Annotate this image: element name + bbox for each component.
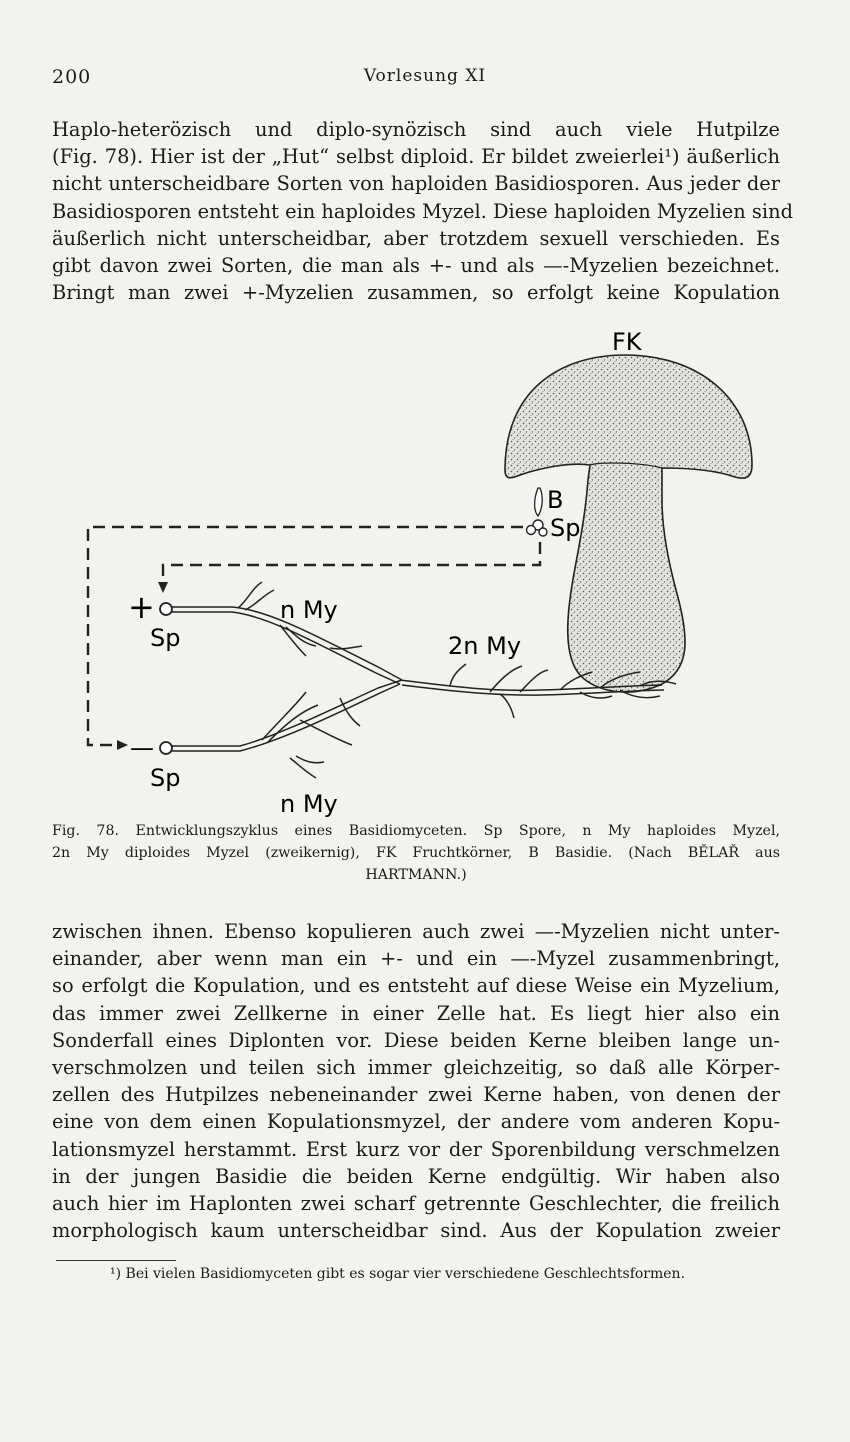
figure-78	[0, 320, 850, 820]
text-line: Sonderfall eines Diplonten vor. Diese beiden Kerne bleiben lange un-	[52, 1028, 780, 1052]
life-cycle-diagram	[0, 320, 850, 820]
text-line: in der jungen Basidie die beiden Kerne endgültig. Wir haben also	[52, 1164, 780, 1188]
text-line: eine von dem einen Kopulationsmyzel, der andere vom anderen Kopu-	[52, 1110, 780, 1134]
page-number: 200	[52, 66, 92, 88]
text-line: morphologisch kaum unterscheidbar sind. Aus der Kopulation zweier	[52, 1219, 780, 1243]
text-line: Haplo-heterözisch und diplo-synözisch sind auch viele Hutpilze	[52, 118, 780, 141]
label-plus: +	[128, 588, 155, 626]
caption-line: 2n My diploides Myzel (zweikernig), FK Fruchtkörner, B Basidie. (Nach BĚLAŘ aus	[52, 845, 780, 861]
text-line: gibt davon zwei Sorten, die man als +- und als —-Myzelien bezeichnet.	[52, 254, 780, 278]
arrow-head-icon	[117, 740, 128, 750]
text-line: nicht unterscheidbare Sorten von haploiden Basidiosporen. Aus jeder der	[52, 172, 780, 196]
label-basidium: B	[547, 486, 564, 514]
text-line: einander, aber wenn man ein +- und ein —-Myzel zusammenbringt,	[52, 947, 780, 971]
label-spore-minus: Sp	[150, 764, 181, 792]
label-fk: FK	[612, 328, 642, 356]
text-line: äußerlich nicht unterscheidbar, aber trotzdem sexuell verschieden. Es	[52, 226, 780, 250]
running-title: Vorlesung XI	[363, 66, 487, 86]
caption-line: HARTMANN.)	[365, 867, 467, 883]
text-line: Basidiosporen entsteht ein haploides Myzel. Diese haploiden Myzelien sind	[52, 199, 793, 223]
text-line: auch hier im Haplonten zwei scharf getrennte Geschlechter, die freilich	[52, 1192, 780, 1216]
text-line: Bringt man zwei +-Myzelien zusammen, so erfolgt keine Kopulation	[52, 281, 780, 305]
footnote: ¹) Bei vielen Basidiomyceten gibt es sogar vier verschiedene Geschlechtsformen.	[110, 1266, 686, 1282]
figure-caption	[52, 820, 780, 886]
label-spore-top: Sp	[550, 514, 581, 542]
label-minus: —	[130, 734, 154, 762]
label-spore-plus: Sp	[150, 624, 181, 652]
spore-plus	[160, 603, 172, 615]
text-line: zwischen ihnen. Ebenso kopulieren auch zwei —-Myzelien nicht unter-	[52, 920, 780, 943]
text-line: lationsmyzel herstammt. Erst kurz vor der Sporenbildung verschmelzen	[52, 1137, 780, 1161]
text-line: das immer zwei Zellkerne in einer Zelle hat. Es liegt hier also ein	[52, 1001, 780, 1025]
basidium	[527, 488, 548, 536]
text-line: verschmolzen und teilen sich immer gleichzeitig, so daß alle Körper-	[52, 1056, 780, 1080]
arrow-head-icon	[158, 582, 168, 593]
text-line: zellen des Hutpilzes nebeneinander zwei Kerne haben, von denen der	[52, 1083, 780, 1107]
spore-minus	[160, 742, 172, 754]
text-line: (Fig. 78). Hier ist der „Hut“ selbst diploid. Er bildet zweierlei¹) äußerlich	[52, 145, 780, 169]
caption-line: Fig. 78. Entwicklungszyklus eines Basidiomyceten. Sp Spore, n My haploides Myzel,	[52, 823, 780, 839]
footnote-rule	[56, 1260, 176, 1261]
label-haploid-mycel-top: n My	[280, 596, 338, 624]
label-diploid-mycel: 2n My	[448, 632, 522, 660]
text-line: so erfolgt die Kopulation, und es entsteht auf diese Weise ein Myzelium,	[52, 974, 780, 998]
paragraph-intro	[52, 116, 793, 306]
label-haploid-mycel-bottom: n My	[280, 790, 338, 818]
paragraph-continuation	[52, 918, 780, 1244]
